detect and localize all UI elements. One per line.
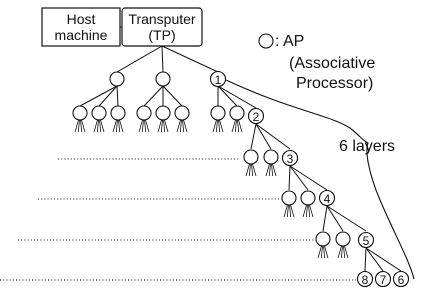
ap-node	[264, 150, 278, 164]
ap-node	[73, 106, 87, 120]
leaf-tick	[303, 205, 307, 217]
ap-node	[301, 191, 315, 205]
legend	[259, 33, 375, 92]
leaf-tick	[82, 120, 86, 132]
node-label-7: 7	[379, 273, 387, 287]
ap-node	[211, 106, 225, 120]
transputer-box	[122, 8, 202, 46]
leaf-tick	[252, 164, 253, 176]
node-label-8: 8	[361, 273, 369, 287]
legend-ap-label: : AP	[275, 33, 305, 50]
ap-node	[92, 106, 106, 120]
ap-node	[156, 72, 170, 86]
leaf-tick	[287, 205, 288, 217]
layers-label: 6 layers	[339, 138, 396, 155]
node-label-1: 1	[214, 73, 222, 87]
leaf-tick	[213, 120, 217, 132]
ap-node	[282, 191, 296, 205]
tp-label-line2: (TP)	[148, 27, 176, 43]
leaf-tick	[341, 246, 342, 258]
leaf-tick	[232, 120, 236, 132]
node-label-2: 2	[252, 110, 260, 124]
leaf-tick	[220, 120, 224, 132]
leaf-tick	[290, 205, 291, 217]
node-label-4: 4	[323, 192, 331, 206]
leaf-tick	[184, 120, 188, 132]
leaf-tick	[269, 164, 270, 176]
leaf-tick	[321, 246, 322, 258]
leaf-tick	[253, 164, 257, 176]
ap-node	[230, 106, 244, 120]
leaf-tick	[116, 120, 117, 132]
leaf-tick	[139, 120, 143, 132]
leaf-tick	[81, 120, 82, 132]
node-label-3: 3	[286, 152, 294, 166]
leaf-tick	[345, 246, 349, 258]
leaf-tick	[97, 120, 98, 132]
leaf-tick	[344, 246, 345, 258]
leaf-tick	[142, 120, 143, 132]
ap-node	[111, 106, 125, 120]
host-label-line2: machine	[54, 27, 108, 43]
ap-node	[244, 150, 258, 164]
leaf-tick	[78, 120, 79, 132]
leaf-tick	[94, 120, 98, 132]
ap-node	[156, 106, 170, 120]
leaf-tick	[75, 120, 79, 132]
leaf-tick	[146, 120, 150, 132]
leaf-tick	[119, 120, 120, 132]
level-dotted-lines	[0, 159, 356, 280]
leaf-tick	[113, 120, 117, 132]
ap-node	[175, 106, 189, 120]
host-label-line1: Host	[66, 11, 96, 27]
leaf-tick	[145, 120, 146, 132]
legend-line3: Processor)	[296, 75, 374, 92]
leaf-tick	[120, 120, 124, 132]
leaf-tick	[291, 205, 295, 217]
leaf-tick	[165, 120, 169, 132]
ap-node	[137, 106, 151, 120]
leaf-tick	[177, 120, 181, 132]
leaf-tick	[284, 205, 288, 217]
leaf-tick	[235, 120, 236, 132]
leaf-tick	[100, 120, 101, 132]
leaf-tick	[272, 164, 273, 176]
leaf-tick	[216, 120, 217, 132]
tp-label-line1: Transputer	[128, 11, 196, 27]
leaf-tick	[180, 120, 181, 132]
ap-node	[110, 72, 124, 86]
leaf-tick	[306, 205, 307, 217]
ap-node	[336, 232, 350, 246]
leaf-tick	[310, 205, 314, 217]
leaf-tick	[324, 246, 325, 258]
ap-node	[316, 232, 330, 246]
leaf-tick	[239, 120, 243, 132]
leaf-tick	[158, 120, 162, 132]
leaf-tick	[325, 246, 329, 258]
node-label-5: 5	[362, 234, 370, 248]
leaf-tick	[338, 246, 342, 258]
leaf-tick	[246, 164, 250, 176]
leaf-tick	[161, 120, 162, 132]
host-machine-box	[42, 8, 120, 46]
leaf-tick	[273, 164, 277, 176]
leaf-tick	[318, 246, 322, 258]
leaf-tick	[219, 120, 220, 132]
leaf-tick	[266, 164, 270, 176]
leaf-tick	[183, 120, 184, 132]
leaf-tick	[238, 120, 239, 132]
leaf-tick	[164, 120, 165, 132]
node-label-6: 6	[397, 273, 405, 287]
leaf-tick	[249, 164, 250, 176]
ap-nodes	[73, 72, 409, 287]
legend-line2: (Associative	[289, 55, 376, 72]
leaf-tick	[101, 120, 105, 132]
legend-ap-symbol	[259, 34, 273, 48]
leaf-tick	[309, 205, 310, 217]
